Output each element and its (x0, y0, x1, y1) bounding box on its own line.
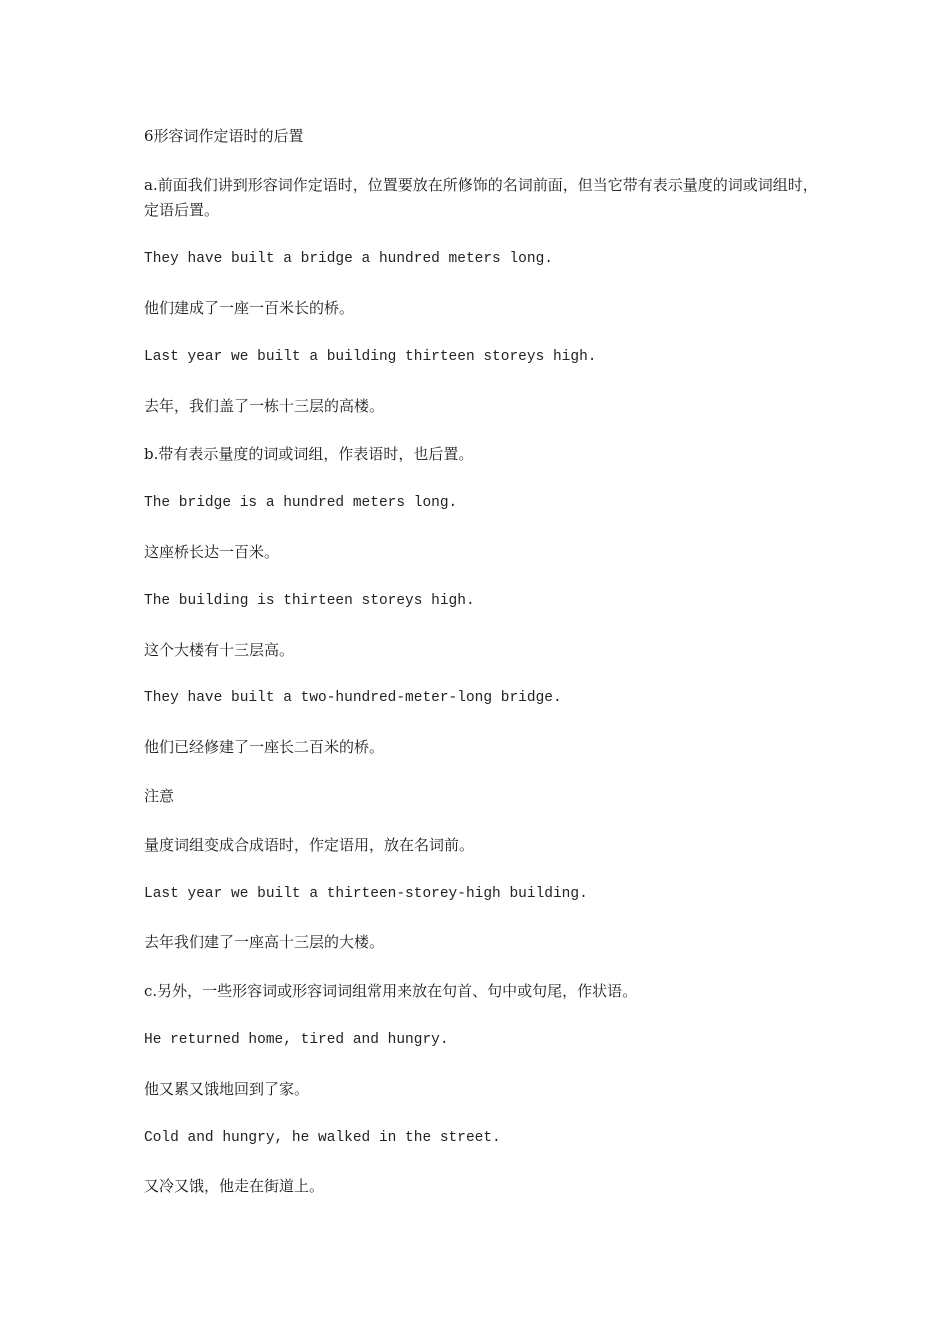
example-translation-zh: 他们已经修建了一座长二百米的桥。 (144, 738, 385, 756)
example-sentence-en: Cold and hungry, he walked in the street. (144, 1130, 501, 1146)
example-sentence-en: Last year we built a thirteen-storey-high building. (144, 886, 588, 902)
paragraph-rule-c: c.另外，一些形容词或形容词词组常用来放在句首、句中或句尾，作状语。 (144, 982, 638, 1000)
section-heading: 6形容词作定语时的后置 (144, 127, 304, 145)
note-text: 量度词组变成合成语时，作定语用，放在名词前。 (144, 836, 475, 854)
example-translation-zh: 他们建成了一座一百米长的桥。 (144, 299, 355, 317)
example-translation-zh: 去年我们建了一座高十三层的大楼。 (144, 933, 385, 951)
example-translation-zh: 这座桥长达一百米。 (144, 543, 280, 561)
example-sentence-en: Last year we built a building thirteen storeys high. (144, 349, 597, 365)
example-sentence-en: They have built a two-hundred-meter-long bridge. (144, 690, 562, 706)
example-sentence-en: They have built a bridge a hundred meters long. (144, 251, 553, 267)
example-translation-zh: 去年，我们盖了一栋十三层的高楼。 (144, 397, 385, 415)
example-translation-zh: 又冷又饿，他走在街道上。 (144, 1177, 325, 1195)
note-label: 注意 (144, 787, 175, 805)
example-sentence-en: He returned home, tired and hungry. (144, 1032, 449, 1048)
paragraph-rule-a: a.前面我们讲到形容词作定语时，位置要放在所修饰的名词前面，但当它带有表示量度的词或词组时，定语后置。 (144, 176, 818, 219)
example-sentence-en: The bridge is a hundred meters long. (144, 495, 458, 511)
example-translation-zh: 这个大楼有十三层高。 (144, 641, 295, 659)
example-sentence-en: The building is thirteen storeys high. (144, 593, 475, 609)
example-translation-zh: 他又累又饿地回到了家。 (144, 1080, 310, 1098)
paragraph-rule-b: b.带有表示量度的词或词组，作表语时，也后置。 (144, 445, 474, 463)
